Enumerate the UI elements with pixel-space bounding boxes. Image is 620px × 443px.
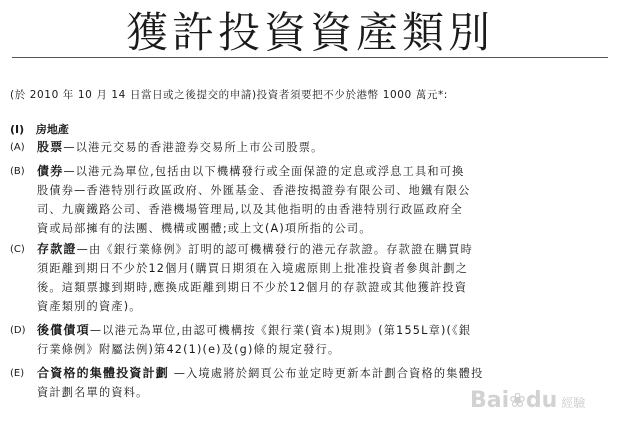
item-line: 資或局部擁有的法團、機構或團體;或上文(A)項所指的公司。 [37,222,372,235]
section-heading [10,121,69,137]
item-term: 債券 [37,164,64,178]
paw-icon: ❀ [509,388,526,412]
item-line: 合資格的集體投資計劃 —入境處將於網頁公布並定時更新本計劃合資格的集體投 [37,366,484,380]
item-label: (A) [10,142,25,153]
baidu-watermark: Bai❀du 經驗 [470,388,586,413]
intro-text: (於 2010 年 10 月 14 日當日或之後提交的申請)投資者須要把不少於港幣 1000 萬元*: [10,89,448,101]
item-line: 資產類別的資產)。 [37,300,142,313]
section-label: (I) [10,123,25,136]
page-title: 獲許投資資產類別 [125,8,494,57]
item-line: 資計劃名單的資料。 [37,386,149,399]
item-line: 股債券—香港特別行政區政府、外匯基金、香港按揭證券有限公司、地鐵有限公 [37,184,471,197]
item-text [37,138,619,157]
section-title: 房地產 [35,123,69,136]
item-label: (D) [10,325,26,336]
item-text [37,162,619,238]
item-text [37,321,619,359]
item-term: 合資格的集體投資計劃 [37,366,170,380]
item-term: 存款證 [37,242,77,256]
item-term: 後償債項 [37,323,90,337]
item-line: 債券—以港元為單位,包括由以下機構發行或全面保證的定息或浮息工具和可換 [37,164,465,178]
title-underline [12,57,608,58]
item-line: 後。這類票據到期時,應換成距離到期日不少於12個月的存款證或其他獲許投資 [37,281,468,294]
item-label: (B) [10,166,25,177]
item-label: (E) [10,368,25,379]
item-line: 存款證—由《銀行業條例》訂明的認可機構發行的港元存款證。存款證在購買時 [37,242,474,256]
item-term: 股票 [37,140,64,154]
item-label: (C) [10,244,25,255]
item-line: 行業條例》附屬法例)第42(1)(e)及(g)條的規定發行。 [37,343,341,356]
item-line: 股票—以港元交易的香港證券交易所上市公司股票。 [37,140,324,154]
item-line: 須距離到期日不少於12個月(購買日期須在入境處原則上批准投資者參與計劃之 [37,262,468,275]
item-line: 後償債項—以港元為單位,由認可機構按《銀行業(資本)規則》(第155L章)(《銀 [37,323,472,337]
item-text [37,240,619,316]
item-line: 司、九廣鐵路公司、香港機場管理局,以及其他指明的由香港特別行政區政府全 [37,203,463,216]
